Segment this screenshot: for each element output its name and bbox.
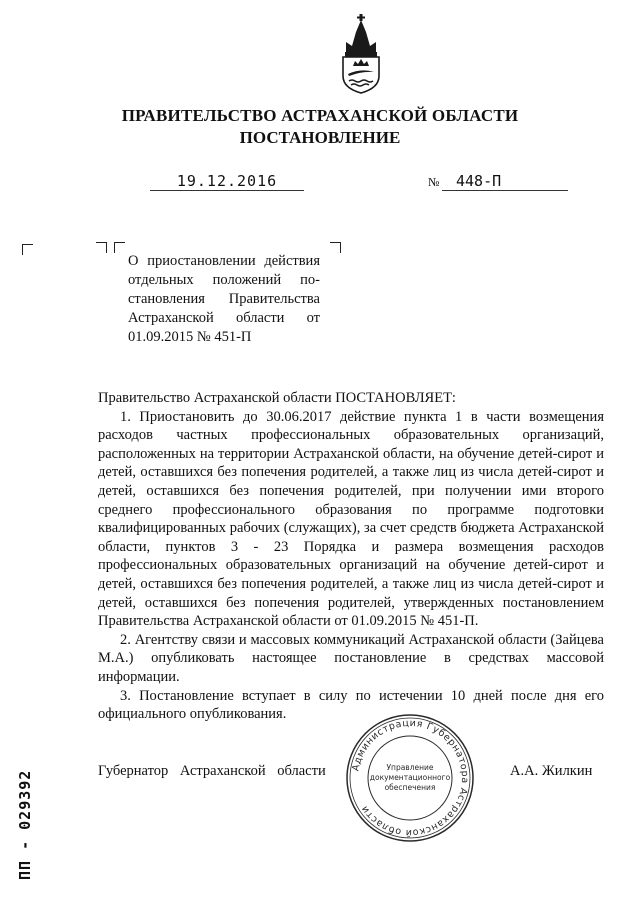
number-sign: № — [428, 175, 440, 189]
signer-position: Губернатор Астраханской области — [98, 763, 326, 779]
corner-mark-subject-right — [330, 242, 341, 253]
body-item-2: 2. Агентству связи и массовых коммуникаций Астраханской области (Зайцева М.А.) опубликовать настоящее постановление в средствах массовой информации. — [98, 631, 604, 685]
subject-line: 01.09.2015 № 451-П — [128, 329, 252, 345]
stamp-ring-text: Администрация Губернатора Астраханской области — [350, 717, 471, 839]
side-code-container — [14, 700, 36, 880]
side-code: ПП - 029392 — [16, 769, 34, 880]
stamp-center-line: обеспечения — [384, 783, 436, 792]
document-body — [98, 389, 604, 724]
stamp-center-line: Управление — [386, 763, 434, 772]
signer-name: А.А. Жилкин — [510, 763, 593, 779]
preamble: Правительство Астраханской области ПОСТАНОВЛЯЕТ: — [98, 390, 456, 406]
astrakhan-coat-of-arms-icon — [336, 14, 386, 94]
subject-line: отдельных положений по- — [128, 272, 320, 288]
corner-mark-subject-left-b — [114, 242, 125, 253]
corner-mark-subject-left-a — [96, 242, 107, 253]
subject-line: О приостановлении действия — [128, 253, 320, 269]
document-subject — [128, 252, 320, 347]
corner-mark-left — [22, 244, 33, 255]
official-stamp — [344, 712, 476, 844]
stamp-center-line: документационного — [369, 773, 451, 782]
organization-title: ПРАВИТЕЛЬСТВО АСТРАХАНСКОЙ ОБЛАСТИ — [121, 106, 519, 125]
subject-line: Астраханской области от — [128, 310, 320, 326]
document-type-title: ПОСТАНОВЛЕНИЕ — [239, 128, 401, 147]
document-number: 448-П — [442, 172, 568, 191]
subject-line: становления Правительства — [128, 291, 320, 307]
document-date: 19.12.2016 — [150, 172, 304, 191]
body-item-3: 3. Постановление вступает в силу по истечении 10 дней после дня его официального опубликования. — [98, 687, 604, 723]
body-item-1: 1. Приостановить до 30.06.2017 действие пункта 1 в части возмещения расходов частных профессиональных образовательных организаций, расположенных на территории Астраханской области, на обучение детей-сирот и детей, оставшихся без попечения родителей, а также лиц из числа детей-сирот и детей, оставшихся без попечения родителей, при получении ими второго среднего профессионального образования по программе подготовки квалифицированных рабочих (служащих), за счет средств бюджета Астраханской области, пунктов 3 - 23 Порядка и размера возмещения расходов профессиональных образовательных организаций на обучение детей-сирот и детей, оставшихся без попечения родителей, а также лиц из числа детей-сирот и детей, оставшихся без попечения родителей, утвержденных постановлением Правительства Астраханской области от 01.09.2015 № 451-П. — [98, 408, 604, 630]
